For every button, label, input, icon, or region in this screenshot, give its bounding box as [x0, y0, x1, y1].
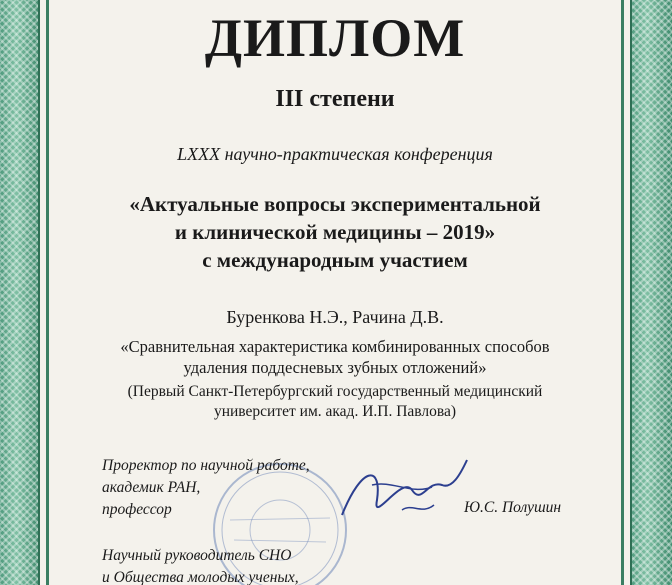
authors: Буренкова Н.Э., Рачина Д.В.	[226, 307, 444, 327]
conference-name: LXXX научно-практическая конференция	[177, 144, 493, 164]
decorative-border-right	[630, 0, 672, 585]
diploma-content	[52, 0, 618, 585]
topic-line: и клинической медицины – 2019»	[174, 220, 496, 244]
diploma-title: ДИПЛОМ	[204, 8, 466, 68]
topic-line: «Актуальные вопросы экспериментальной	[129, 192, 541, 216]
diploma-degree: III степени	[275, 86, 395, 112]
affiliation	[52, 382, 618, 422]
topic-line: с международным участием	[202, 248, 468, 272]
work-line: удаления поддесневых зубных отложений»	[183, 358, 487, 377]
signer1-position	[102, 455, 310, 521]
signer1-name: Ю.С. Полушин	[464, 499, 562, 516]
signer2-position	[102, 545, 299, 585]
signature-mark	[332, 455, 472, 535]
work-title	[52, 336, 618, 378]
decorative-border-left	[0, 0, 40, 585]
signer2-line: Научный руководитель СНО	[102, 547, 292, 564]
signer1-line: академик РАН,	[102, 479, 201, 496]
affiliation-line: (Первый Санкт-Петербургский государственный медицинский	[127, 383, 543, 400]
border-line-right	[621, 0, 624, 585]
conference-topic	[52, 190, 618, 274]
work-line: «Сравнительная характеристика комбинированных способов	[120, 337, 550, 356]
signer2-line: и Общества молодых ученых,	[102, 569, 299, 585]
signer1-line: профессор	[102, 501, 172, 518]
affiliation-line: университет им. акад. И.П. Павлова)	[213, 403, 457, 420]
signer1-line: Проректор по научной работе,	[102, 457, 310, 474]
border-line-left	[46, 0, 49, 585]
